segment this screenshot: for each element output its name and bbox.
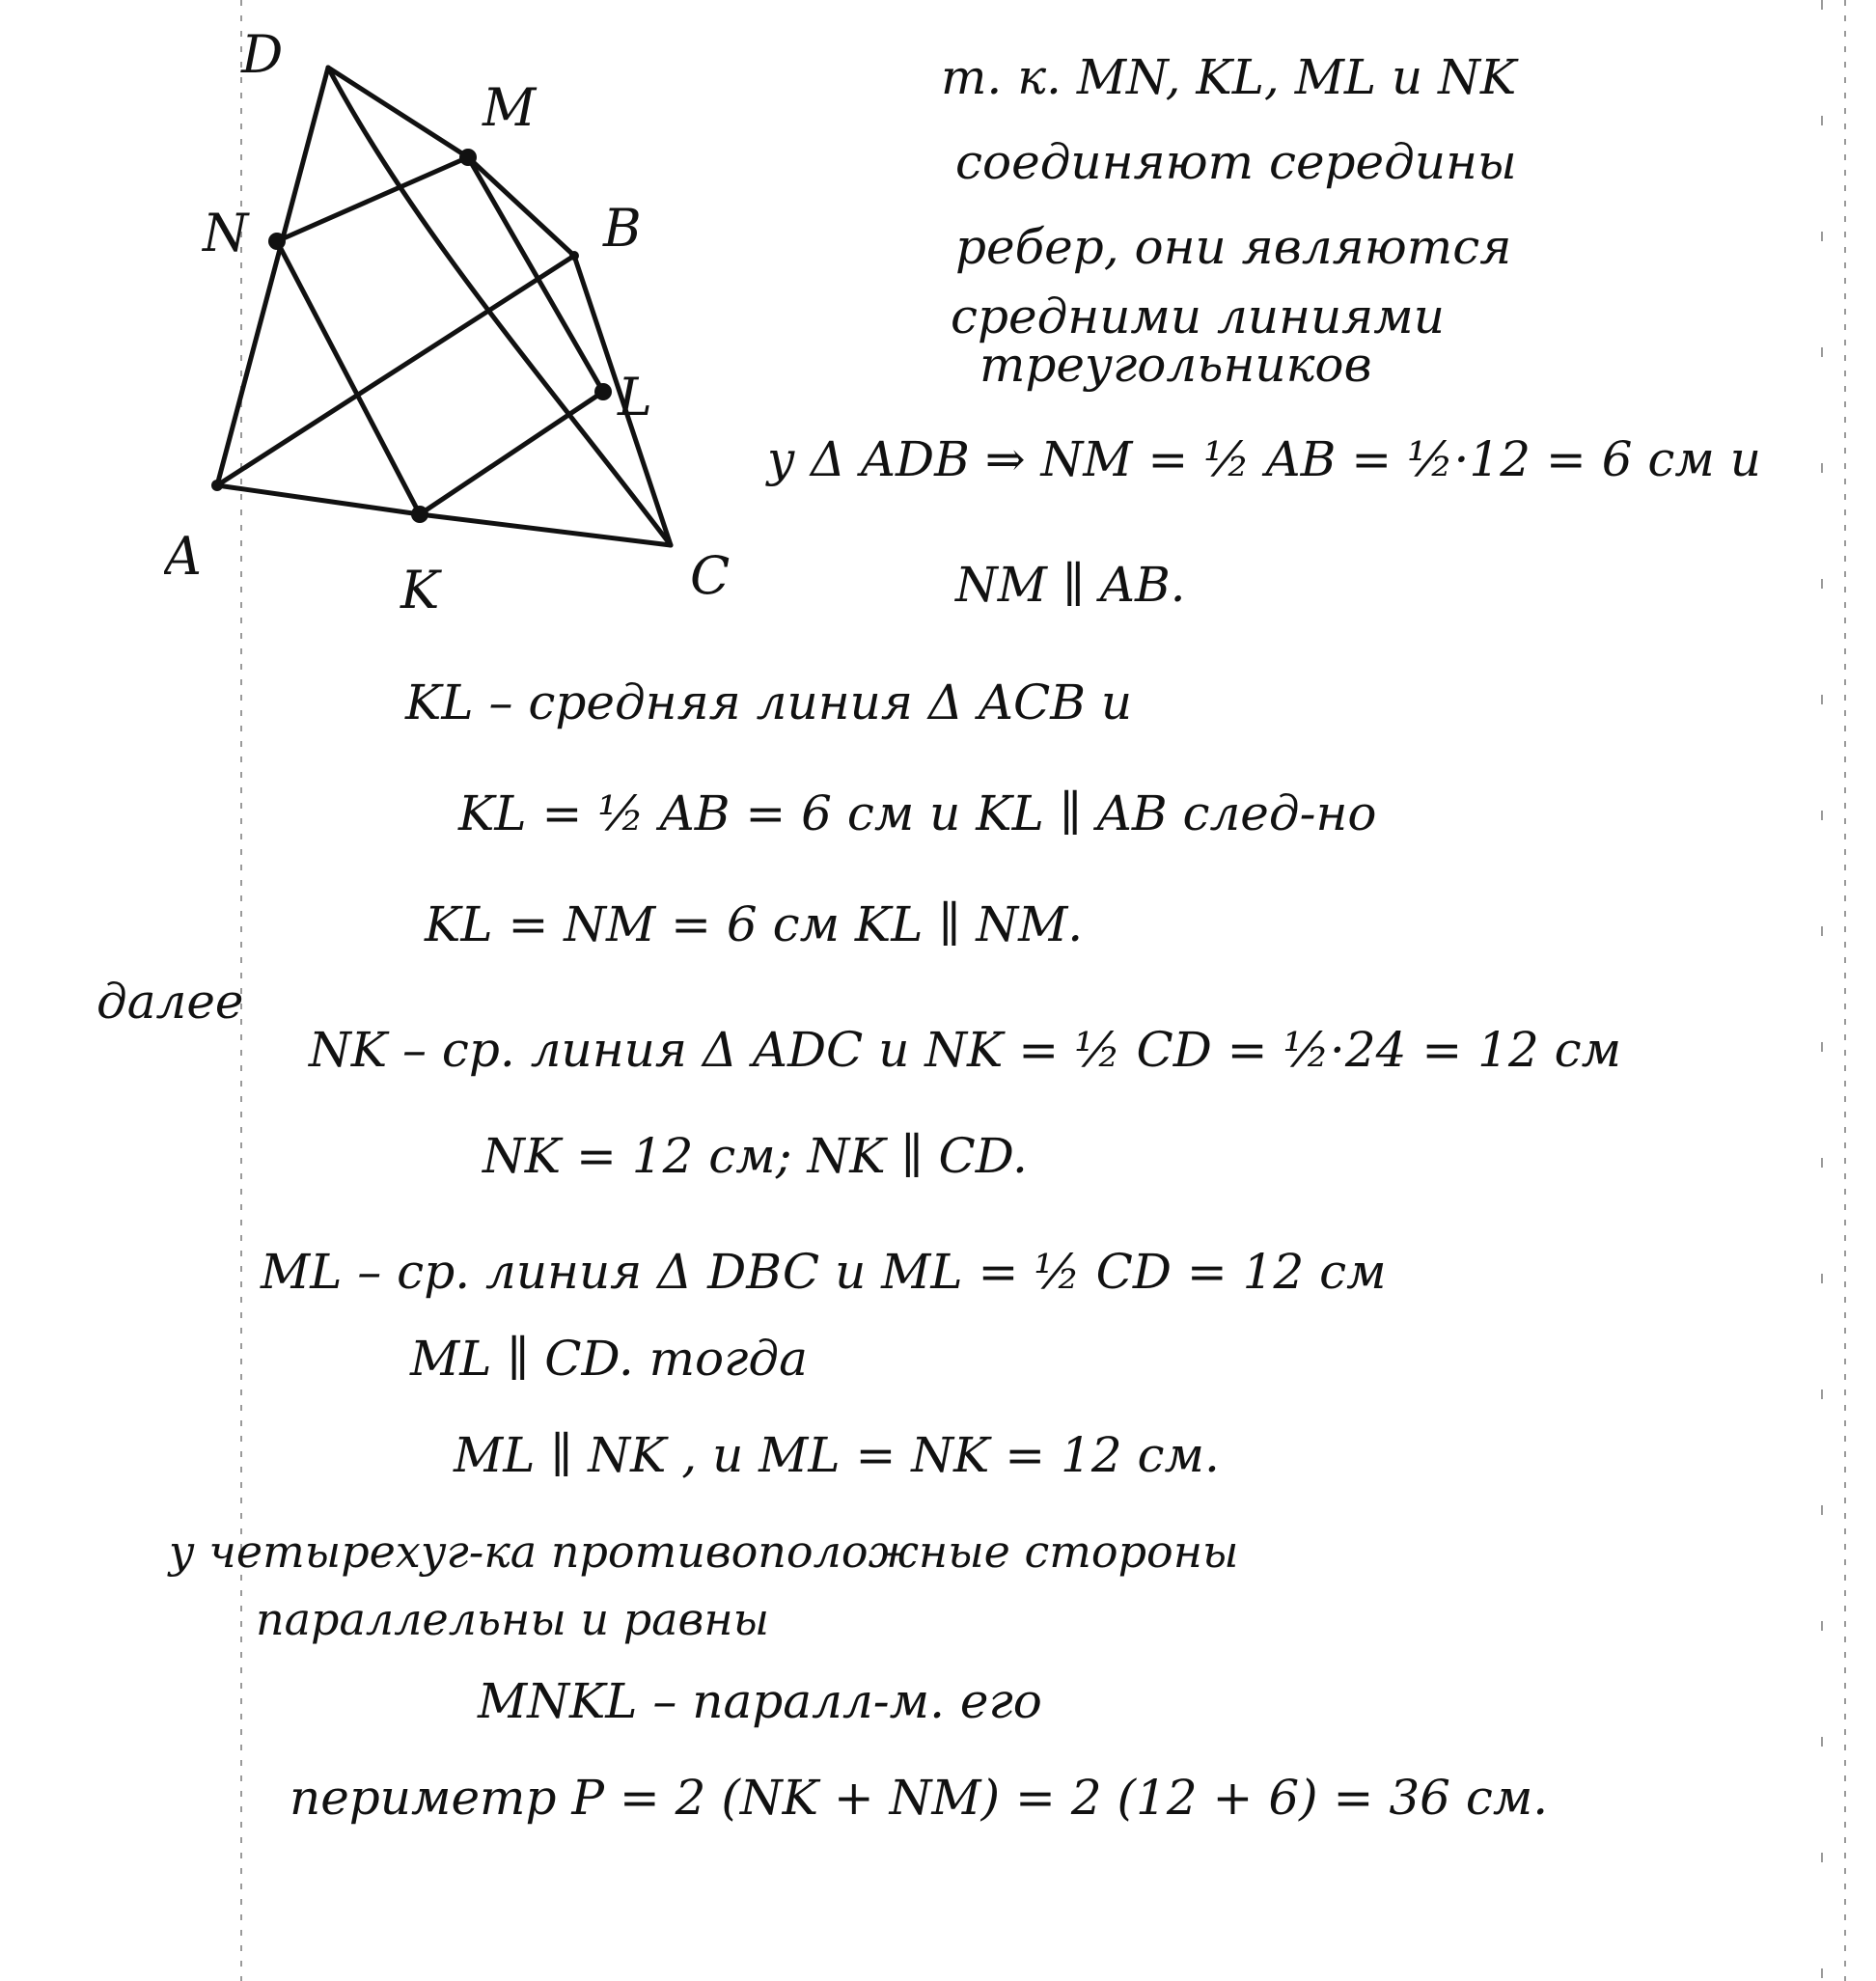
- note-line-11: далее: [97, 974, 244, 1030]
- note-line-20: периметр P = 2 (NK + NM) = 2 (12 + 6) = 36 см.: [290, 1770, 1549, 1826]
- label-m: M: [483, 77, 537, 138]
- note-line-12: NK – ср. линия Δ ADC и NK = ½ CD = ½·24 = 12 см: [309, 1022, 1622, 1078]
- note-line-3: ребер, они являются: [955, 219, 1512, 275]
- point-b: [569, 251, 579, 261]
- note-line-13: NK = 12 см; NK ∥ CD.: [483, 1128, 1028, 1184]
- label-c: C: [690, 545, 731, 606]
- label-d: D: [241, 24, 284, 85]
- point-k: [411, 506, 428, 523]
- edge-ak: [217, 485, 420, 514]
- label-b: B: [603, 198, 642, 259]
- note-line-19: MNKL – паралл-м. его: [478, 1673, 1042, 1729]
- note-line-4: средними линиями: [951, 289, 1445, 344]
- note-line-1: т. к. MN, KL, ML и NK: [941, 49, 1517, 105]
- label-n: N: [203, 203, 249, 263]
- label-l: L: [618, 367, 652, 427]
- note-line-2: соединяют середины: [955, 134, 1517, 190]
- note-line-17: у четырехуг-ка противоположные стороны: [169, 1526, 1239, 1578]
- note-line-16: ML ∥ NK , и ML = NK = 12 см.: [454, 1427, 1220, 1483]
- note-line-6: у Δ ADB ⇒ NM = ½ AB = ½·12 = 6 см и: [767, 431, 1761, 487]
- note-line-7: NM ∥ AB.: [955, 557, 1186, 613]
- midline-kl: [420, 392, 603, 514]
- note-line-14: ML – ср. линия Δ DBC и ML = ½ CD = 12 см: [261, 1244, 1387, 1300]
- edge-kc: [420, 514, 671, 545]
- point-n: [268, 233, 286, 250]
- tetrahedron-diagram: [164, 19, 762, 618]
- point-l: [594, 383, 612, 400]
- label-k: K: [400, 560, 440, 618]
- midline-nk: [277, 241, 420, 514]
- note-line-15: ML ∥ CD. тогда: [410, 1331, 808, 1387]
- point-a: [211, 480, 223, 491]
- edge-mb: [468, 157, 574, 256]
- edge-dm: [328, 68, 468, 157]
- note-line-9: KL = ½ AB = 6 см и KL ∥ AB след-но: [458, 785, 1377, 841]
- note-line-8: KL – средняя линия Δ ACB и: [405, 674, 1133, 730]
- note-line-18: параллельны и равны: [256, 1593, 770, 1645]
- note-line-10: KL = NM = 6 см KL ∥ NM.: [425, 896, 1084, 952]
- point-m: [459, 149, 477, 166]
- note-line-5: треугольников: [979, 337, 1372, 393]
- midline-nm: [277, 157, 468, 241]
- label-a: A: [164, 526, 202, 587]
